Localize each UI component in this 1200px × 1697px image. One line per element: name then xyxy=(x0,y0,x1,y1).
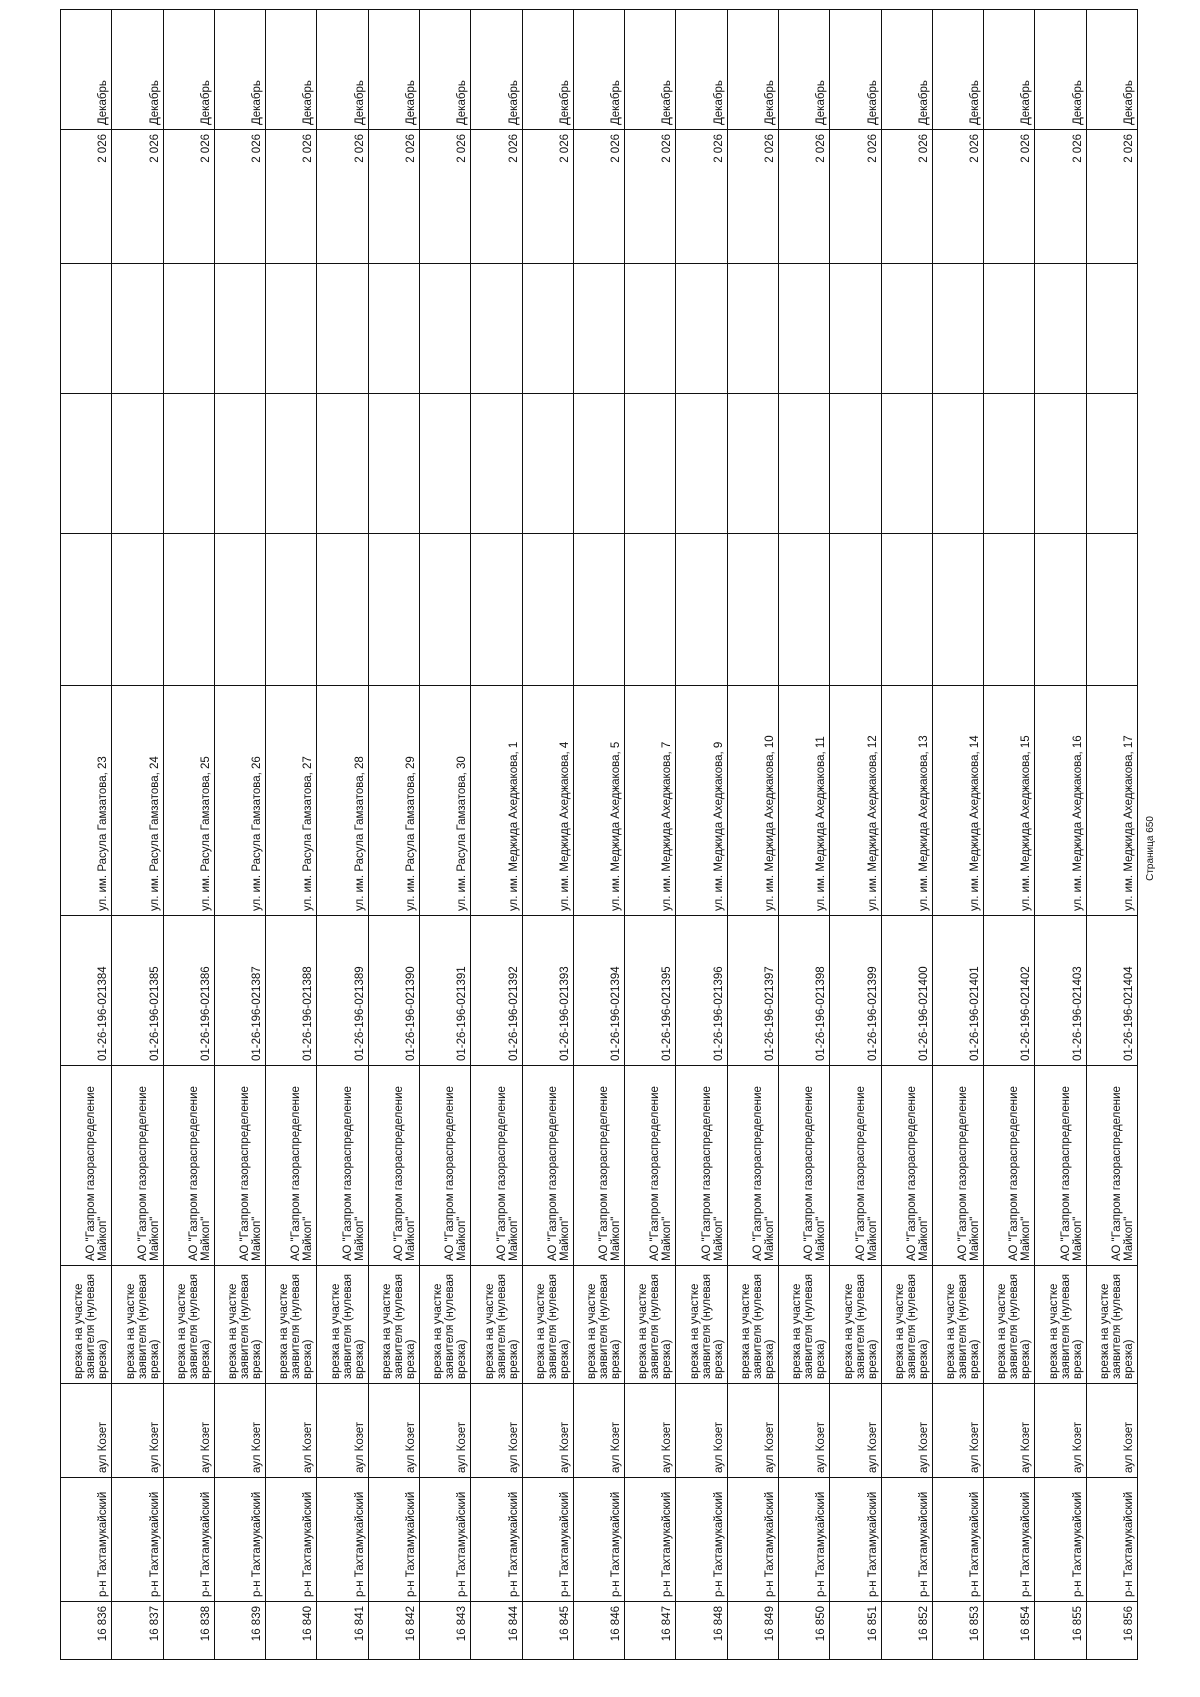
address-cell: ул. им. Меджида Ахеджакова, 5 xyxy=(573,686,624,916)
village-cell: аул Козет xyxy=(778,1384,829,1478)
organization-cell: АО "Газпром газораспределение Майкоп" xyxy=(778,1066,829,1266)
organization-cell: АО "Газпром газораспределение Майкоп" xyxy=(368,1066,419,1266)
row-number: 16 845 xyxy=(522,1602,573,1660)
village-cell: аул Козет xyxy=(317,1384,368,1478)
year-cell: 2 026 xyxy=(317,130,368,264)
table-row xyxy=(727,10,778,1660)
object-code-cell: 01-26-196-021404 xyxy=(1086,916,1137,1066)
month-cell: Декабрь xyxy=(625,10,676,130)
object-code-cell: 01-26-196-021391 xyxy=(419,916,470,1066)
address-cell: ул. им. Меджида Ахеджакова, 9 xyxy=(676,686,727,916)
work-type-cell: врезка на участке заявителя (нулевая врезка) xyxy=(522,1266,573,1384)
object-code-cell: 01-26-196-021393 xyxy=(522,916,573,1066)
row-number: 16 846 xyxy=(573,1602,624,1660)
empty-cell xyxy=(522,264,573,394)
object-code-cell: 01-26-196-021402 xyxy=(984,916,1035,1066)
object-code-cell: 01-26-196-021388 xyxy=(266,916,317,1066)
village-cell: аул Козет xyxy=(830,1384,881,1478)
empty-cell xyxy=(625,264,676,394)
address-cell: ул. им. Меджида Ахеджакова, 15 xyxy=(984,686,1035,916)
address-cell: ул. им. Расула Гамзатова, 24 xyxy=(112,686,163,916)
year-cell: 2 026 xyxy=(573,130,624,264)
district-cell: р-н Тахтамукайский xyxy=(676,1478,727,1602)
address-cell: ул. им. Расула Гамзатова, 25 xyxy=(163,686,214,916)
district-cell: р-н Тахтамукайский xyxy=(932,1478,983,1602)
year-cell: 2 026 xyxy=(61,130,112,264)
empty-cell xyxy=(573,394,624,534)
row-number: 16 849 xyxy=(727,1602,778,1660)
work-type-cell: врезка на участке заявителя (нулевая врезка) xyxy=(625,1266,676,1384)
table-row xyxy=(625,10,676,1660)
row-number: 16 839 xyxy=(214,1602,265,1660)
work-type-cell: врезка на участке заявителя (нулевая врезка) xyxy=(573,1266,624,1384)
work-type-cell: врезка на участке заявителя (нулевая врезка) xyxy=(881,1266,932,1384)
district-cell: р-н Тахтамукайский xyxy=(727,1478,778,1602)
object-code-cell: 01-26-196-021395 xyxy=(625,916,676,1066)
organization-cell: АО "Газпром газораспределение Майкоп" xyxy=(419,1066,470,1266)
month-cell: Декабрь xyxy=(61,10,112,130)
month-cell: Декабрь xyxy=(573,10,624,130)
empty-cell xyxy=(112,264,163,394)
table-row xyxy=(317,10,368,1660)
table-row xyxy=(214,10,265,1660)
address-cell: ул. им. Расула Гамзатова, 28 xyxy=(317,686,368,916)
data-sheet xyxy=(60,10,1138,1660)
address-cell: ул. им. Меджида Ахеджакова, 7 xyxy=(625,686,676,916)
row-number: 16 848 xyxy=(676,1602,727,1660)
organization-cell: АО "Газпром газораспределение Майкоп" xyxy=(932,1066,983,1266)
district-cell: р-н Тахтамукайский xyxy=(317,1478,368,1602)
table-row xyxy=(830,10,881,1660)
district-cell: р-н Тахтамукайский xyxy=(214,1478,265,1602)
empty-cell xyxy=(830,394,881,534)
month-cell: Декабрь xyxy=(778,10,829,130)
village-cell: аул Козет xyxy=(1035,1384,1086,1478)
empty-cell xyxy=(163,264,214,394)
district-cell: р-н Тахтамукайский xyxy=(522,1478,573,1602)
year-cell: 2 026 xyxy=(471,130,522,264)
table-row xyxy=(932,10,983,1660)
empty-cell xyxy=(727,264,778,394)
district-cell: р-н Тахтамукайский xyxy=(163,1478,214,1602)
object-code-cell: 01-26-196-021401 xyxy=(932,916,983,1066)
address-cell: ул. им. Расула Гамзатова, 23 xyxy=(61,686,112,916)
work-type-cell: врезка на участке заявителя (нулевая врезка) xyxy=(830,1266,881,1384)
village-cell: аул Козет xyxy=(1086,1384,1137,1478)
month-cell: Декабрь xyxy=(522,10,573,130)
empty-cell xyxy=(471,264,522,394)
empty-cell xyxy=(676,534,727,686)
object-code-cell: 01-26-196-021396 xyxy=(676,916,727,1066)
empty-cell xyxy=(881,264,932,394)
object-code-cell: 01-26-196-021385 xyxy=(112,916,163,1066)
table-row xyxy=(881,10,932,1660)
village-cell: аул Козет xyxy=(932,1384,983,1478)
address-cell: ул. им. Меджида Ахеджакова, 11 xyxy=(778,686,829,916)
empty-cell xyxy=(214,264,265,394)
year-cell: 2 026 xyxy=(1086,130,1137,264)
empty-cell xyxy=(317,264,368,394)
empty-cell xyxy=(1086,264,1137,394)
row-number: 16 856 xyxy=(1086,1602,1137,1660)
organization-cell: АО "Газпром газораспределение Майкоп" xyxy=(266,1066,317,1266)
empty-cell xyxy=(163,534,214,686)
table-row xyxy=(112,10,163,1660)
row-number: 16 850 xyxy=(778,1602,829,1660)
object-code-cell: 01-26-196-021403 xyxy=(1035,916,1086,1066)
row-number: 16 843 xyxy=(419,1602,470,1660)
district-cell: р-н Тахтамукайский xyxy=(61,1478,112,1602)
year-cell: 2 026 xyxy=(368,130,419,264)
object-code-cell: 01-26-196-021384 xyxy=(61,916,112,1066)
work-type-cell: врезка на участке заявителя (нулевая врезка) xyxy=(214,1266,265,1384)
organization-cell: АО "Газпром газораспределение Майкоп" xyxy=(214,1066,265,1266)
month-cell: Декабрь xyxy=(932,10,983,130)
empty-cell xyxy=(471,534,522,686)
object-code-cell: 01-26-196-021389 xyxy=(317,916,368,1066)
village-cell: аул Козет xyxy=(625,1384,676,1478)
village-cell: аул Козет xyxy=(368,1384,419,1478)
year-cell: 2 026 xyxy=(984,130,1035,264)
month-cell: Декабрь xyxy=(419,10,470,130)
month-cell: Декабрь xyxy=(471,10,522,130)
empty-cell xyxy=(1035,534,1086,686)
year-cell: 2 026 xyxy=(266,130,317,264)
year-cell: 2 026 xyxy=(214,130,265,264)
work-type-cell: врезка на участке заявителя (нулевая врезка) xyxy=(932,1266,983,1384)
district-cell: р-н Тахтамукайский xyxy=(778,1478,829,1602)
district-cell: р-н Тахтамукайский xyxy=(266,1478,317,1602)
year-cell: 2 026 xyxy=(932,130,983,264)
table-body xyxy=(61,10,1138,1660)
year-cell: 2 026 xyxy=(676,130,727,264)
object-code-cell: 01-26-196-021387 xyxy=(214,916,265,1066)
year-cell: 2 026 xyxy=(881,130,932,264)
work-type-cell: врезка на участке заявителя (нулевая врезка) xyxy=(727,1266,778,1384)
organization-cell: АО "Газпром газораспределение Майкоп" xyxy=(984,1066,1035,1266)
organization-cell: АО "Газпром газораспределение Майкоп" xyxy=(625,1066,676,1266)
empty-cell xyxy=(112,394,163,534)
work-type-cell: врезка на участке заявителя (нулевая врезка) xyxy=(112,1266,163,1384)
row-number: 16 842 xyxy=(368,1602,419,1660)
empty-cell xyxy=(419,394,470,534)
empty-cell xyxy=(676,264,727,394)
district-cell: р-н Тахтамукайский xyxy=(984,1478,1035,1602)
table-row xyxy=(266,10,317,1660)
village-cell: аул Козет xyxy=(112,1384,163,1478)
organization-cell: АО "Газпром газораспределение Майкоп" xyxy=(471,1066,522,1266)
empty-cell xyxy=(471,394,522,534)
empty-cell xyxy=(984,534,1035,686)
year-cell: 2 026 xyxy=(522,130,573,264)
month-cell: Декабрь xyxy=(676,10,727,130)
month-cell: Декабрь xyxy=(1035,10,1086,130)
empty-cell xyxy=(625,394,676,534)
address-cell: ул. им. Меджида Ахеджакова, 12 xyxy=(830,686,881,916)
work-type-cell: врезка на участке заявителя (нулевая врезка) xyxy=(368,1266,419,1384)
month-cell: Декабрь xyxy=(727,10,778,130)
village-cell: аул Козет xyxy=(727,1384,778,1478)
year-cell: 2 026 xyxy=(625,130,676,264)
address-cell: ул. им. Меджида Ахеджакова, 1 xyxy=(471,686,522,916)
table-row xyxy=(61,10,112,1660)
address-cell: ул. им. Расула Гамзатова, 29 xyxy=(368,686,419,916)
organization-cell: АО "Газпром газораспределение Майкоп" xyxy=(830,1066,881,1266)
empty-cell xyxy=(61,264,112,394)
organization-cell: АО "Газпром газораспределение Майкоп" xyxy=(1086,1066,1137,1266)
month-cell: Декабрь xyxy=(830,10,881,130)
village-cell: аул Козет xyxy=(471,1384,522,1478)
district-cell: р-н Тахтамукайский xyxy=(1086,1478,1137,1602)
work-type-cell: врезка на участке заявителя (нулевая врезка) xyxy=(984,1266,1035,1384)
empty-cell xyxy=(830,534,881,686)
empty-cell xyxy=(61,534,112,686)
village-cell: аул Козет xyxy=(266,1384,317,1478)
empty-cell xyxy=(522,534,573,686)
empty-cell xyxy=(727,394,778,534)
empty-cell xyxy=(1086,534,1137,686)
empty-cell xyxy=(1035,394,1086,534)
district-cell: р-н Тахтамукайский xyxy=(471,1478,522,1602)
work-type-cell: врезка на участке заявителя (нулевая врезка) xyxy=(1035,1266,1086,1384)
empty-cell xyxy=(419,264,470,394)
organization-cell: АО "Газпром газораспределение Майкоп" xyxy=(881,1066,932,1266)
month-cell: Декабрь xyxy=(317,10,368,130)
empty-cell xyxy=(266,264,317,394)
empty-cell xyxy=(727,534,778,686)
empty-cell xyxy=(214,394,265,534)
month-cell: Декабрь xyxy=(368,10,419,130)
empty-cell xyxy=(676,394,727,534)
table-row xyxy=(522,10,573,1660)
empty-cell xyxy=(214,534,265,686)
work-type-cell: врезка на участке заявителя (нулевая врезка) xyxy=(1086,1266,1137,1384)
village-cell: аул Козет xyxy=(419,1384,470,1478)
year-cell: 2 026 xyxy=(778,130,829,264)
address-cell: ул. им. Расула Гамзатова, 26 xyxy=(214,686,265,916)
year-cell: 2 026 xyxy=(163,130,214,264)
empty-cell xyxy=(368,394,419,534)
year-cell: 2 026 xyxy=(1035,130,1086,264)
year-cell: 2 026 xyxy=(112,130,163,264)
table-row xyxy=(163,10,214,1660)
row-number: 16 853 xyxy=(932,1602,983,1660)
organization-cell: АО "Газпром газораспределение Майкоп" xyxy=(1035,1066,1086,1266)
address-cell: ул. им. Расула Гамзатова, 30 xyxy=(419,686,470,916)
village-cell: аул Козет xyxy=(163,1384,214,1478)
row-number: 16 841 xyxy=(317,1602,368,1660)
object-code-cell: 01-26-196-021399 xyxy=(830,916,881,1066)
table-row xyxy=(1086,10,1137,1660)
village-cell: аул Козет xyxy=(984,1384,1035,1478)
row-number: 16 852 xyxy=(881,1602,932,1660)
empty-cell xyxy=(266,534,317,686)
table-row xyxy=(419,10,470,1660)
empty-cell xyxy=(778,534,829,686)
empty-cell xyxy=(61,394,112,534)
village-cell: аул Козет xyxy=(522,1384,573,1478)
page-number: Страница 650 xyxy=(1145,816,1156,881)
row-number: 16 844 xyxy=(471,1602,522,1660)
empty-cell xyxy=(368,264,419,394)
organization-cell: АО "Газпром газораспределение Майкоп" xyxy=(676,1066,727,1266)
empty-cell xyxy=(573,534,624,686)
object-code-cell: 01-26-196-021398 xyxy=(778,916,829,1066)
organization-cell: АО "Газпром газораспределение Майкоп" xyxy=(573,1066,624,1266)
empty-cell xyxy=(984,394,1035,534)
row-number: 16 840 xyxy=(266,1602,317,1660)
table-row xyxy=(1035,10,1086,1660)
table-row xyxy=(573,10,624,1660)
row-number: 16 837 xyxy=(112,1602,163,1660)
empty-cell xyxy=(778,264,829,394)
organization-cell: АО "Газпром газораспределение Майкоп" xyxy=(522,1066,573,1266)
object-code-cell: 01-26-196-021397 xyxy=(727,916,778,1066)
address-cell: ул. им. Меджида Ахеджакова, 14 xyxy=(932,686,983,916)
empty-cell xyxy=(419,534,470,686)
table-row xyxy=(676,10,727,1660)
row-number: 16 836 xyxy=(61,1602,112,1660)
empty-cell xyxy=(932,534,983,686)
village-cell: аул Козет xyxy=(573,1384,624,1478)
empty-cell xyxy=(266,394,317,534)
district-cell: р-н Тахтамукайский xyxy=(1035,1478,1086,1602)
object-code-cell: 01-26-196-021400 xyxy=(881,916,932,1066)
address-cell: ул. им. Меджида Ахеджакова, 10 xyxy=(727,686,778,916)
object-code-cell: 01-26-196-021390 xyxy=(368,916,419,1066)
district-cell: р-н Тахтамукайский xyxy=(368,1478,419,1602)
work-type-cell: врезка на участке заявителя (нулевая врезка) xyxy=(419,1266,470,1384)
month-cell: Декабрь xyxy=(112,10,163,130)
table-row xyxy=(368,10,419,1660)
district-cell: р-н Тахтамукайский xyxy=(419,1478,470,1602)
work-type-cell: врезка на участке заявителя (нулевая врезка) xyxy=(676,1266,727,1384)
month-cell: Декабрь xyxy=(881,10,932,130)
object-code-cell: 01-26-196-021392 xyxy=(471,916,522,1066)
organization-cell: АО "Газпром газораспределение Майкоп" xyxy=(317,1066,368,1266)
records-table xyxy=(60,9,1138,1660)
district-cell: р-н Тахтамукайский xyxy=(112,1478,163,1602)
empty-cell xyxy=(317,394,368,534)
month-cell: Декабрь xyxy=(1086,10,1137,130)
empty-cell xyxy=(625,534,676,686)
table-row xyxy=(471,10,522,1660)
empty-cell xyxy=(881,394,932,534)
village-cell: аул Козет xyxy=(676,1384,727,1478)
empty-cell xyxy=(830,264,881,394)
month-cell: Декабрь xyxy=(984,10,1035,130)
year-cell: 2 026 xyxy=(419,130,470,264)
village-cell: аул Козет xyxy=(214,1384,265,1478)
work-type-cell: врезка на участке заявителя (нулевая врезка) xyxy=(778,1266,829,1384)
empty-cell xyxy=(163,394,214,534)
village-cell: аул Козет xyxy=(881,1384,932,1478)
row-number: 16 854 xyxy=(984,1602,1035,1660)
row-number: 16 847 xyxy=(625,1602,676,1660)
month-cell: Декабрь xyxy=(266,10,317,130)
address-cell: ул. им. Меджида Ахеджакова, 4 xyxy=(522,686,573,916)
year-cell: 2 026 xyxy=(830,130,881,264)
empty-cell xyxy=(112,534,163,686)
empty-cell xyxy=(932,394,983,534)
month-cell: Декабрь xyxy=(214,10,265,130)
empty-cell xyxy=(932,264,983,394)
work-type-cell: врезка на участке заявителя (нулевая врезка) xyxy=(61,1266,112,1384)
address-cell: ул. им. Расула Гамзатова, 27 xyxy=(266,686,317,916)
empty-cell xyxy=(1035,264,1086,394)
object-code-cell: 01-26-196-021386 xyxy=(163,916,214,1066)
empty-cell xyxy=(881,534,932,686)
organization-cell: АО "Газпром газораспределение Майкоп" xyxy=(163,1066,214,1266)
empty-cell xyxy=(778,394,829,534)
empty-cell xyxy=(573,264,624,394)
object-code-cell: 01-26-196-021394 xyxy=(573,916,624,1066)
row-number: 16 838 xyxy=(163,1602,214,1660)
organization-cell: АО "Газпром газораспределение Майкоп" xyxy=(61,1066,112,1266)
village-cell: аул Козет xyxy=(61,1384,112,1478)
empty-cell xyxy=(522,394,573,534)
district-cell: р-н Тахтамукайский xyxy=(881,1478,932,1602)
work-type-cell: врезка на участке заявителя (нулевая врезка) xyxy=(317,1266,368,1384)
empty-cell xyxy=(368,534,419,686)
address-cell: ул. им. Меджида Ахеджакова, 13 xyxy=(881,686,932,916)
empty-cell xyxy=(1086,394,1137,534)
year-cell: 2 026 xyxy=(727,130,778,264)
table-row xyxy=(778,10,829,1660)
address-cell: ул. им. Меджида Ахеджакова, 16 xyxy=(1035,686,1086,916)
district-cell: р-н Тахтамукайский xyxy=(573,1478,624,1602)
row-number: 16 851 xyxy=(830,1602,881,1660)
work-type-cell: врезка на участке заявителя (нулевая врезка) xyxy=(163,1266,214,1384)
row-number: 16 855 xyxy=(1035,1602,1086,1660)
district-cell: р-н Тахтамукайский xyxy=(830,1478,881,1602)
district-cell: р-н Тахтамукайский xyxy=(625,1478,676,1602)
month-cell: Декабрь xyxy=(163,10,214,130)
address-cell: ул. им. Меджида Ахеджакова, 17 xyxy=(1086,686,1137,916)
organization-cell: АО "Газпром газораспределение Майкоп" xyxy=(727,1066,778,1266)
empty-cell xyxy=(984,264,1035,394)
work-type-cell: врезка на участке заявителя (нулевая врезка) xyxy=(266,1266,317,1384)
empty-cell xyxy=(317,534,368,686)
work-type-cell: врезка на участке заявителя (нулевая врезка) xyxy=(471,1266,522,1384)
organization-cell: АО "Газпром газораспределение Майкоп" xyxy=(112,1066,163,1266)
table-row xyxy=(984,10,1035,1660)
